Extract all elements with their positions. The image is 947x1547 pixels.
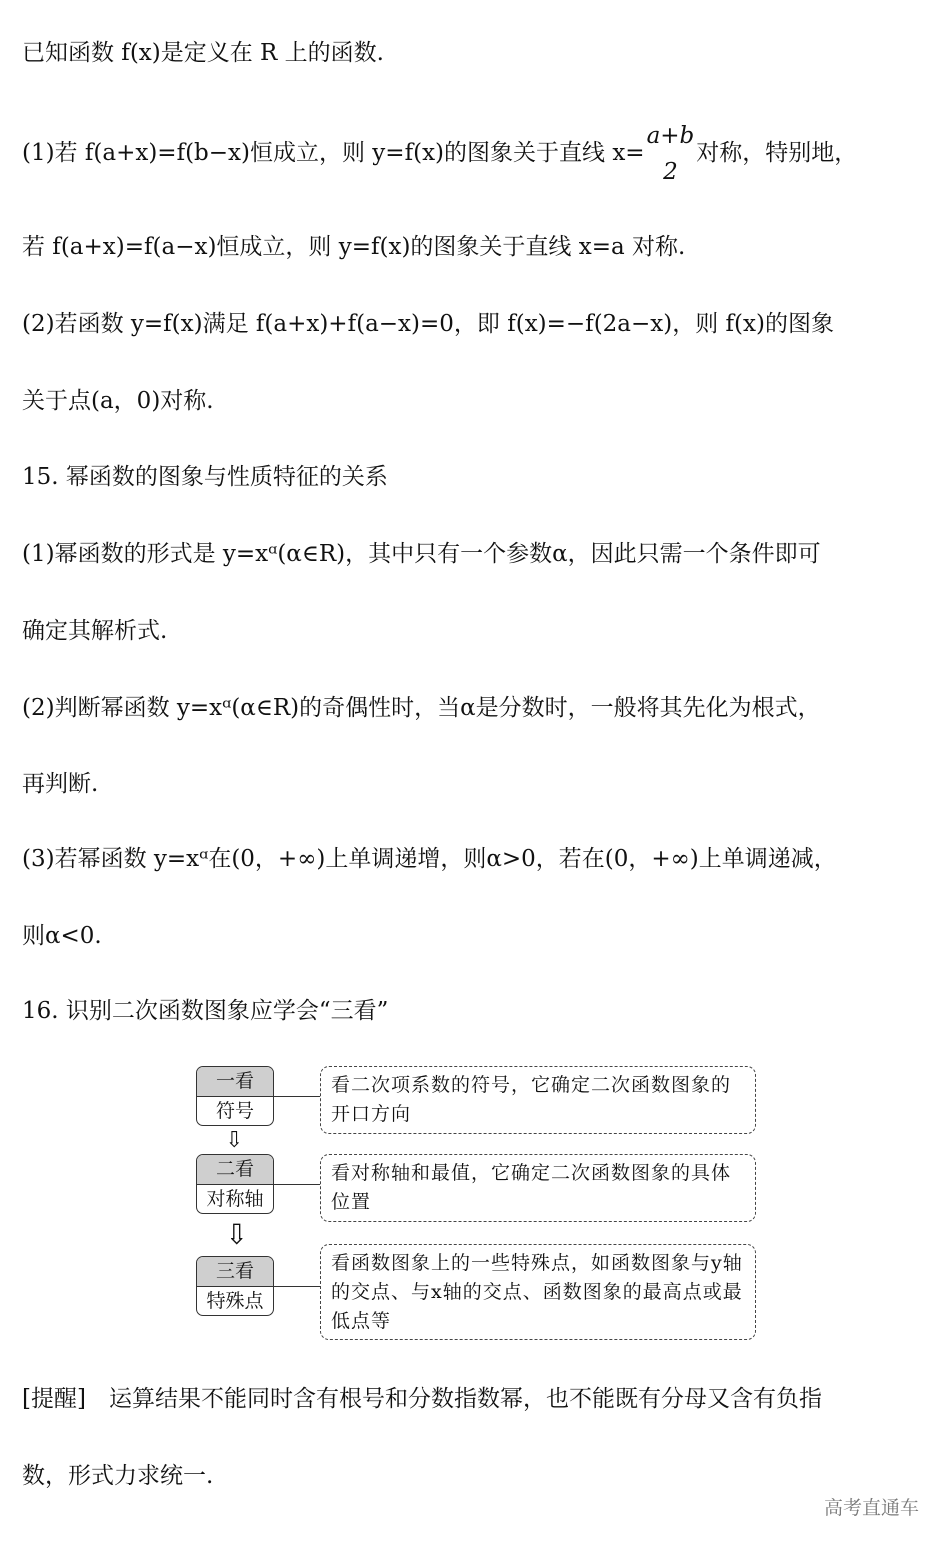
text-line: (1)幂函数的形式是 y=xᵅ(α∈R)，其中只有一个参数α，因此只需一个条件即可 — [22, 541, 821, 567]
text-line: (2)判断幂函数 y=xᵅ(α∈R)的奇偶性时，当α是分数时，一般将其先化为根式， — [22, 695, 821, 721]
text-line: 数，形式力求统一. — [22, 1463, 214, 1489]
step-description: 看函数图象上的一些特殊点，如函数图象与y轴的交点、与x轴的交点、函数图象的最高点或最低点等 — [320, 1244, 756, 1340]
step-label: 对称轴 — [206, 1188, 264, 1210]
down-arrow-icon: ⇩ — [225, 1218, 249, 1251]
step-title: 三看 — [197, 1257, 273, 1287]
fraction-numerator: a+b — [646, 123, 695, 149]
connector-line — [273, 1096, 320, 1097]
connector-line — [273, 1286, 320, 1287]
step-description: 看对称轴和最值，它确定二次函数图象的具体位置 — [320, 1154, 756, 1222]
text-segment: 对称，特别地， — [696, 140, 858, 166]
text-line: 已知函数 f(x)是定义在 R 上的函数. — [22, 40, 384, 66]
connector-line — [273, 1184, 320, 1185]
text-line: (3)若幂函数 y=xᵅ在(0，+∞)上单调递增，则α>0，若在(0，+∞)上单调递减， — [22, 846, 837, 872]
fraction — [647, 118, 695, 190]
three-looks-diagram — [196, 1066, 741, 1342]
section-heading: 16. 识别二次函数图象应学会“三看” — [22, 998, 389, 1024]
down-arrow-icon: ⇩ — [225, 1128, 244, 1153]
step-description: 看二次项系数的符号，它确定二次函数图象的开口方向 — [320, 1066, 756, 1134]
step-box — [196, 1256, 274, 1316]
text-line: 关于点(a，0)对称. — [22, 388, 214, 414]
step-label: 特殊点 — [206, 1290, 264, 1312]
step-label: 符号 — [215, 1100, 254, 1122]
fraction-denominator: 2 — [663, 159, 678, 185]
section-heading: 15. 幂函数的图象与性质特征的关系 — [22, 464, 388, 490]
step-box — [196, 1154, 274, 1214]
text-line: 若 f(a+x)=f(a−x)恒成立，则 y=f(x)的图象关于直线 x=a 对称. — [22, 234, 686, 260]
text-segment: (1)若 f(a+x)=f(b−x)恒成立，则 y=f(x)的图象关于直线 x= — [22, 140, 645, 166]
step-title: 一看 — [197, 1067, 273, 1097]
watermark: 高考直通车 — [823, 1497, 919, 1519]
step-title: 二看 — [197, 1155, 273, 1185]
text-line — [22, 118, 857, 190]
text-line: (2)若函数 y=f(x)满足 f(a+x)+f(a−x)=0，即 f(x)=−f(2a−x)，则 f(x)的图象 — [22, 311, 834, 337]
text-line: 确定其解析式. — [22, 618, 168, 644]
text-line: 则α<0. — [22, 923, 102, 949]
step-box — [196, 1066, 274, 1126]
reminder-line: [提醒] 运算结果不能同时含有根号和分数指数幂，也不能既有分母又含有负指 — [22, 1386, 822, 1412]
text-line: 再判断. — [22, 771, 99, 797]
